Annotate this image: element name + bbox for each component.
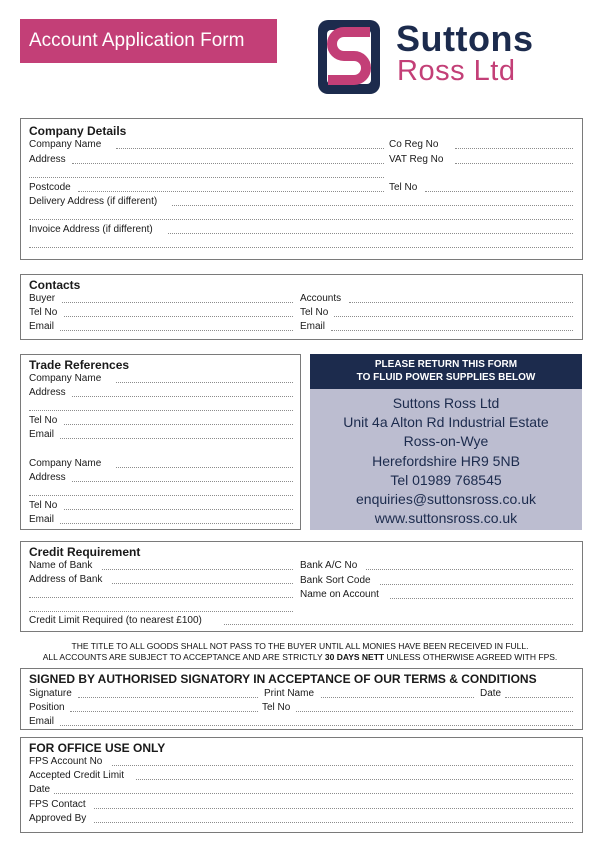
ref2-address-field-line2[interactable]	[29, 495, 293, 496]
payment-terms: 30 DAYS NETT	[324, 652, 385, 662]
fps-contact-label: FPS Contact	[29, 799, 86, 810]
company-name-label: Company Name	[29, 139, 102, 150]
address-label: Address	[29, 154, 66, 165]
buyer-email-label: Email	[29, 321, 55, 332]
brand-name: Suttons	[396, 18, 534, 59]
address-field[interactable]	[72, 163, 384, 164]
postcode-field[interactable]	[78, 191, 384, 192]
company-details-section	[20, 118, 583, 260]
return-telephone: Tel 01989 768545	[390, 471, 502, 488]
accounts-label: Accounts	[300, 293, 342, 304]
ref2-address-field[interactable]	[72, 481, 293, 482]
delivery-address-field-line2[interactable]	[29, 219, 573, 220]
signatory-tel-field[interactable]	[296, 711, 573, 712]
credit-limit-label: Credit Limit Required (to nearest £100)	[29, 615, 202, 626]
ref1-email-field[interactable]	[60, 438, 293, 439]
position-label: Position	[29, 702, 65, 713]
ref2-email-field[interactable]	[60, 523, 293, 524]
tel-no-field[interactable]	[425, 191, 573, 192]
delivery-address-label: Delivery Address (if different)	[29, 196, 158, 207]
accounts-tel-field[interactable]	[334, 316, 573, 317]
ref2-tel-label: Tel No	[29, 500, 58, 511]
return-form-heading	[310, 354, 582, 389]
bank-sort-code-field[interactable]	[380, 584, 573, 585]
ref1-company-name-label: Company Name	[29, 373, 102, 384]
trade-references-title: Trade References	[29, 358, 130, 372]
date-label: Date	[480, 688, 502, 699]
date-field[interactable]	[505, 697, 573, 698]
ref2-company-name-label: Company Name	[29, 458, 102, 469]
return-company-name: Suttons Ross Ltd	[392, 395, 500, 411]
return-address-street: Unit 4a Alton Rd Industrial Estate	[343, 414, 549, 431]
return-heading-line1: PLEASE RETURN THIS FORM	[374, 359, 518, 370]
accounts-email-field[interactable]	[331, 330, 573, 331]
postcode-label: Postcode	[29, 182, 71, 193]
contacts-title: Contacts	[29, 278, 81, 292]
accepted-credit-limit-label: Accepted Credit Limit	[29, 770, 125, 781]
suttons-ross-logo-icon	[318, 20, 380, 94]
bank-ac-no-field[interactable]	[366, 569, 573, 570]
fps-account-no-field[interactable]	[112, 765, 573, 766]
accepted-credit-limit-field[interactable]	[136, 779, 573, 780]
form-title-banner: Account Application Form	[20, 19, 277, 63]
accounts-email-label: Email	[300, 321, 326, 332]
ref1-tel-label: Tel No	[29, 415, 58, 426]
invoice-address-field[interactable]	[168, 233, 573, 234]
address-of-bank-field[interactable]	[112, 583, 293, 584]
fps-contact-field[interactable]	[94, 808, 573, 809]
company-details-title: Company Details	[29, 124, 127, 138]
acceptance-notice-part2: UNLESS OTHERWISE AGREED WITH FPS.	[384, 652, 558, 662]
approved-by-label: Approved By	[29, 813, 87, 824]
co-reg-no-label: Co Reg No	[389, 139, 439, 150]
credit-requirement-title: Credit Requirement	[29, 545, 141, 559]
ref2-address-label: Address	[29, 472, 66, 483]
address-of-bank-field-line3[interactable]	[29, 611, 293, 612]
address-of-bank-field-line2[interactable]	[29, 597, 293, 598]
vat-reg-no-label: VAT Reg No	[389, 154, 444, 165]
accounts-field[interactable]	[349, 302, 573, 303]
buyer-label: Buyer	[29, 293, 56, 304]
return-address-town: Ross-on-Wye	[403, 433, 489, 450]
bank-ac-no-label: Bank A/C No	[300, 560, 358, 571]
print-name-label: Print Name	[264, 688, 315, 699]
return-heading-line2: TO FLUID POWER SUPPLIES BELOW	[356, 372, 536, 383]
ref1-address-field[interactable]	[72, 396, 293, 397]
return-email: enquiries@suttonsross.co.uk	[356, 490, 536, 507]
vat-reg-no-field[interactable]	[455, 163, 573, 164]
name-of-bank-label: Name of Bank	[29, 560, 93, 571]
office-date-label: Date	[29, 784, 51, 795]
office-date-field[interactable]	[54, 793, 573, 794]
signatory-title: SIGNED BY AUTHORISED SIGNATORY IN ACCEPTANCE OF OUR TERMS & CONDITIONS	[29, 672, 537, 686]
brand-subname: Ross Ltd	[397, 55, 516, 87]
buyer-tel-field[interactable]	[64, 316, 293, 317]
invoice-address-field-line2[interactable]	[29, 247, 573, 248]
tel-no-label: Tel No	[389, 182, 418, 193]
buyer-email-field[interactable]	[60, 330, 293, 331]
signature-label: Signature	[29, 688, 72, 699]
ref2-company-name-field[interactable]	[116, 467, 293, 468]
ref1-tel-field[interactable]	[64, 424, 293, 425]
address-field-line2[interactable]	[29, 177, 384, 178]
signatory-email-label: Email	[29, 716, 55, 727]
accounts-tel-label: Tel No	[300, 307, 329, 318]
name-of-bank-field[interactable]	[102, 569, 293, 570]
position-field[interactable]	[70, 711, 258, 712]
approved-by-field[interactable]	[94, 822, 573, 823]
buyer-field[interactable]	[62, 302, 293, 303]
address-of-bank-label: Address of Bank	[29, 574, 103, 585]
print-name-field[interactable]	[321, 697, 474, 698]
invoice-address-label: Invoice Address (if different)	[29, 224, 153, 235]
name-on-account-field[interactable]	[390, 598, 573, 599]
ref1-address-field-line2[interactable]	[29, 410, 293, 411]
ref2-tel-field[interactable]	[64, 509, 293, 510]
buyer-tel-label: Tel No	[29, 307, 58, 318]
fps-account-no-label: FPS Account No	[29, 756, 103, 767]
signatory-email-field[interactable]	[60, 725, 573, 726]
ref1-company-name-field[interactable]	[116, 382, 293, 383]
ref1-address-label: Address	[29, 387, 66, 398]
office-use-title: FOR OFFICE USE ONLY	[29, 741, 166, 755]
acceptance-notice	[0, 652, 600, 662]
ref1-email-label: Email	[29, 429, 55, 440]
name-on-account-label: Name on Account	[300, 589, 379, 600]
bank-sort-code-label: Bank Sort Code	[300, 575, 371, 586]
credit-limit-field[interactable]	[224, 624, 573, 625]
return-address-county: Herefordshire HR9 5NB	[372, 452, 520, 469]
company-name-field[interactable]	[116, 148, 384, 149]
signature-field[interactable]	[78, 697, 258, 698]
acceptance-notice-part1: ALL ACCOUNTS ARE SUBJECT TO ACCEPTANCE AND ARE STRICTLY	[42, 652, 325, 662]
signatory-tel-label: Tel No	[262, 702, 291, 713]
return-address-panel	[310, 389, 582, 530]
return-website: www.suttonsross.co.uk	[374, 510, 518, 527]
title-notice: THE TITLE TO ALL GOODS SHALL NOT PASS TO THE BUYER UNTIL ALL MONIES HAVE BEEN RECEIVED IN FULL.	[71, 641, 529, 651]
ref2-email-label: Email	[29, 514, 55, 525]
delivery-address-field[interactable]	[172, 205, 573, 206]
co-reg-no-field[interactable]	[455, 148, 573, 149]
